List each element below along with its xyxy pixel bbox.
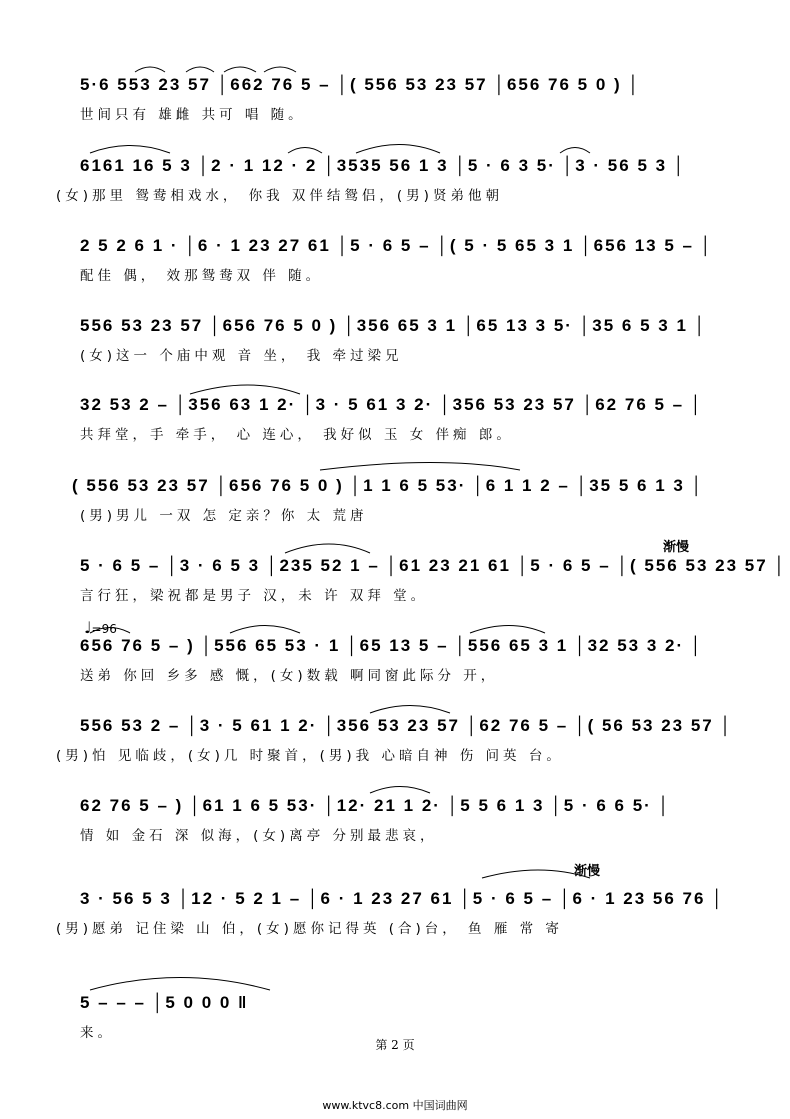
notation-line: 656 76 5 – ) │556 65 53 · 1 │65 13 5 – │556 65 3 1 │32 53 3 2· │ (80, 636, 704, 655)
notation-line: 3 · 56 5 3 │12 · 5 2 1 – │6 · 1 23 27 61 │5 · 6 5 – │6 · 1 23 56 76 │ (80, 889, 725, 908)
slur-arc (90, 146, 170, 154)
notation-line: 62 76 5 – ) │61 1 6 5 53· │12· 21 1 2· │5 5 6 1 3 │5 · 6 6 5· │ (80, 796, 672, 815)
slur-arc (356, 145, 440, 154)
notation-line: 32 53 2 – │356 63 1 2· │3 · 5 61 3 2· │356 53 23 57 │62 76 5 – │ (80, 395, 704, 414)
notation-line: 6161 16 5 3 │2 · 1 12 · 2 │3535 56 1 3 │5 · 6 3 5· │3 · 56 5 3 │ (80, 156, 687, 175)
ritardando-marking: 渐慢 (663, 540, 690, 555)
slur-arc (90, 978, 270, 991)
slur-arc (470, 626, 545, 634)
slur-arc (370, 706, 450, 714)
ritardando-marking: 渐慢 (574, 864, 601, 879)
slur-arc (230, 626, 300, 634)
lyrics-line: 世间只有 雄雌 共可 唱 随。 (80, 107, 306, 123)
notation-line: ( 556 53 23 57 │656 76 5 0 ) │1 1 6 5 53· │6 1 1 2 – │35 5 6 1 3 │ (72, 476, 705, 495)
lyrics-line: 情 如 金石 深 似海，(女)离亭 分别最悲哀， (80, 828, 438, 844)
lyrics-line: (男)愿弟 记住梁 山 伯，(女)愿你记得英 (合)台， 鱼 雁 常 寄 (56, 921, 563, 937)
lyrics-line: (男)男儿 一双 怎 定亲？你 太 荒唐 (80, 508, 368, 524)
notation-line: 5 – – – │5 0 0 0 ‖ (80, 993, 249, 1012)
slur-arc (320, 463, 520, 471)
notation-line: 556 53 2 – │3 · 5 61 1 2· │356 53 23 57 │62 76 5 – │( 56 53 23 57 │ (80, 716, 734, 735)
lyrics-line: 共拜堂，手 牵手， 心 连心， 我好似 玉 女 伴痴 郎。 (80, 427, 514, 443)
lyrics-line: (女)那里 鸳鸯相戏水， 你我 双伴结鸳侣，(男)贤弟他朝 (56, 188, 503, 204)
notation-line: 556 53 23 57 │656 76 5 0 ) │356 65 3 1 │65 13 3 5· │35 6 5 3 1 │ (80, 316, 708, 335)
lyrics-line: 来。 (80, 1025, 115, 1041)
notation-line: 5 · 6 5 – │3 · 6 5 3 │235 52 1 – │61 23 21 61 │5 · 6 5 – │( 556 53 23 57 │ (80, 556, 788, 575)
lyrics-line: 送弟 你回 乡多 感 慨，(女)数载 啊同窗此际分 开， (80, 668, 499, 684)
tempo-marking: ♩=96 (84, 618, 117, 637)
quarter-note-icon: ♩ (84, 618, 92, 637)
notation-line: 2 5 2 6 1 · │6 · 1 23 27 61 │5 · 6 5 – │( 5 · 5 65 3 1 │656 13 5 – │ (80, 236, 714, 255)
lyrics-line: (女)这一 个庙中观 音 坐， 我 牵过梁兄 (80, 348, 403, 364)
slur-arc (285, 544, 370, 553)
page-number: 第 2 页 (375, 1038, 415, 1052)
lyrics-line: (男)怕 见临歧，(女)几 时聚首，(男)我 心暗自神 伤 问英 台。 (56, 748, 564, 764)
lyrics-line: 配佳 偶， 效那鸳鸯双 伴 随。 (80, 268, 324, 284)
lyrics-line: 言行狂，梁祝都是男子 汉，未 许 双拜 堂。 (80, 588, 429, 604)
footer-watermark: www.ktvc8.com 中国词曲网 (322, 1099, 468, 1112)
notation-line: 5·6 553 23 57 │662 76 5 – │( 556 53 23 57 │656 76 5 0 ) │ (80, 75, 642, 94)
